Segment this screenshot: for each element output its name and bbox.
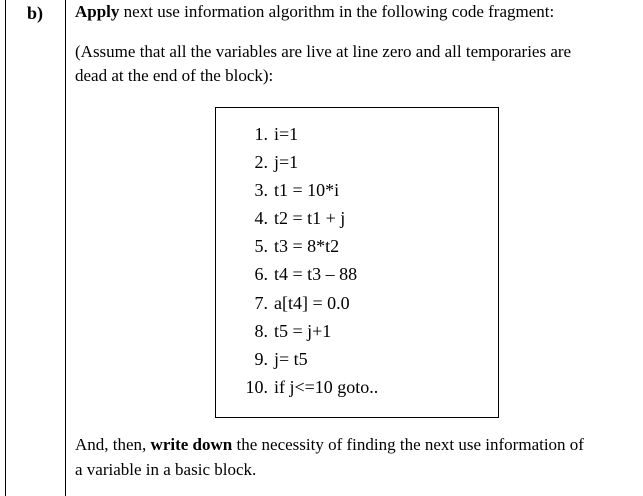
code-line-text: a[t4] = 0.0 — [274, 292, 350, 313]
code-line — [234, 373, 378, 401]
code-line — [234, 148, 378, 176]
heading-bold-word: Apply — [75, 2, 120, 21]
followup-line-1 — [75, 433, 584, 457]
question-heading — [75, 0, 554, 24]
code-line-number: 4. — [254, 208, 268, 229]
followup-prefix: And, then, — [75, 435, 151, 454]
followup-bold: write down — [150, 435, 233, 454]
code-line-number: 1. — [254, 124, 268, 144]
code-line-text: t4 = t3 – 88 — [274, 264, 358, 285]
followup-line-2: a variable in a basic block. — [75, 460, 257, 479]
code-line-number: 8. — [254, 320, 268, 341]
code-line — [234, 345, 378, 373]
heading-rest: next use information algorithm in the following code fragment: — [119, 2, 555, 21]
code-line-number: 7. — [254, 292, 268, 313]
part-label: b) — [27, 3, 44, 23]
followup-rest: the necessity of finding the next use information of — [232, 435, 584, 454]
code-line-text: i=1 — [274, 124, 299, 144]
code-line-text: t5 = j+1 — [274, 320, 332, 341]
code-line-text: if j<=10 goto.. — [274, 376, 379, 397]
code-line-number: 2. — [254, 152, 268, 173]
code-line-number: 3. — [254, 180, 268, 201]
code-line-text: t2 = t1 + j — [274, 208, 346, 229]
code-line — [234, 289, 378, 317]
code-list — [234, 120, 378, 401]
code-line — [234, 120, 378, 148]
code-line-text: j= t5 — [274, 348, 308, 369]
table-left-border — [5, 0, 6, 496]
code-line-number: 5. — [254, 236, 268, 257]
code-fragment-box — [215, 107, 499, 418]
assumption-line-1: (Assume that all the variables are live at line zero and all temporaries are — [75, 42, 572, 61]
code-line-text: j=1 — [274, 152, 299, 173]
code-line-number: 6. — [254, 264, 268, 285]
code-line — [234, 317, 378, 345]
code-line — [234, 176, 378, 204]
code-line-number: 10. — [245, 376, 268, 397]
code-line-text: t3 = 8*t2 — [274, 236, 340, 257]
code-line — [234, 260, 378, 288]
table-column-divider — [65, 0, 66, 496]
code-line — [234, 204, 378, 232]
code-line-number: 9. — [254, 348, 268, 369]
code-line — [234, 232, 378, 260]
assumption-line-2: dead at the end of the block): — [75, 66, 274, 85]
code-line-text: t1 = 10*i — [274, 180, 340, 201]
